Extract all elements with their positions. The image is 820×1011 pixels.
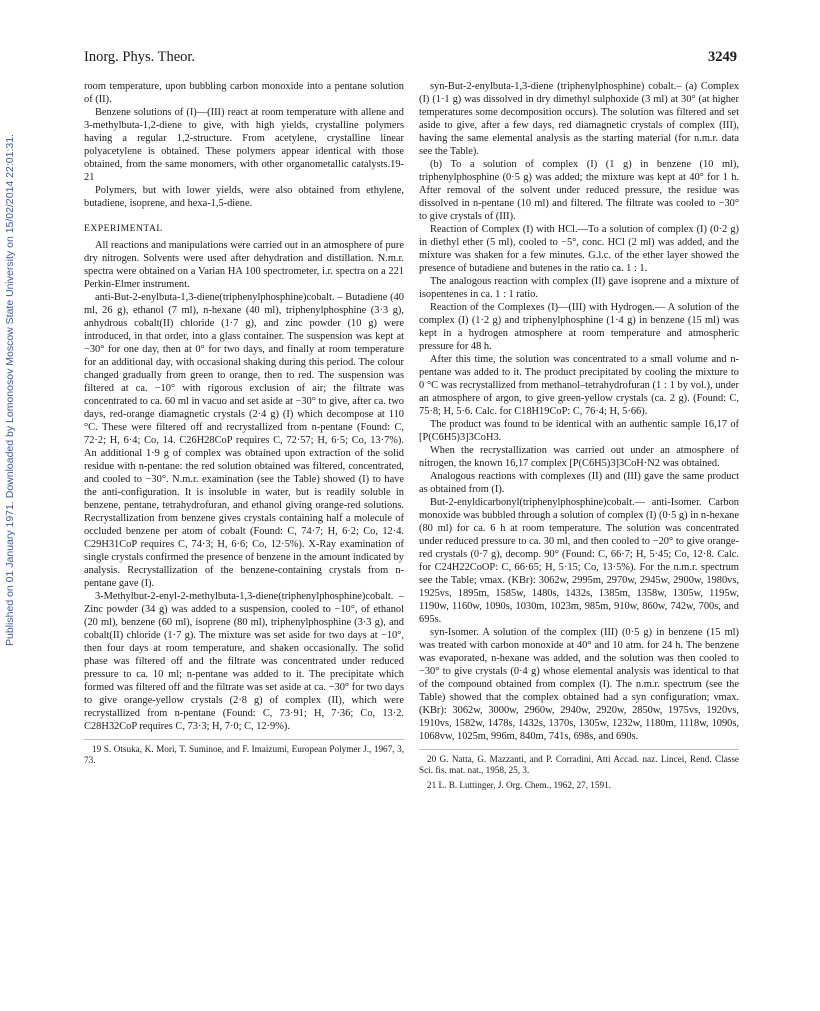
paragraph: Benzene solutions of (I)—(III) react at room temperature with allene and 3-methylbuta-1,2-diene to give, with high yields, crystalline polymers having a regular 1,2-structure. From acetylene, crystalline linear polyacetylene is obtained. These polymers appear identical with those obtained, from the same monomers, with other organometallic catalysts.19-21 (84, 107, 404, 183)
running-head-journal: Inorg. Phys. Theor. (84, 49, 196, 65)
footnote: 21 L. B. Luttinger, J. Org. Chem., 1962, 27, 1591. (427, 780, 611, 790)
section-heading: EXPERIMENTAL (84, 223, 163, 234)
paragraph: Reaction of the Complexes (I)—(III) with Hydrogen.— A solution of the complex (I) (1·2 g) and triphenylphosphine (1·4 g) in benzene (15 ml) was kept in a hydrogen atmosphere at room temperature and atmospheric pressure for 48 h. (419, 302, 739, 352)
paragraph: syn-But-2-enylbuta-1,3-diene (triphenylphosphine) cobalt.– (a) Complex (I) (1·1 g) was dissolved in dry dimethyl sulphoxide (3 ml) at 30° (at higher temperatures some decomposition occurs). The solution was filtered and set aside to give, after a few days, red diamagnetic crystals of complex (III), having the same elemental analysis as the starting material (for n.m.r. data see the Table). (419, 81, 739, 157)
paragraph: Analogous reactions with complexes (II) and (III) gave the same product as obtained from (I). (419, 471, 739, 495)
paragraph: The product was found to be identical with an authentic sample 16,17 of [P(C6H5)3]3CoH3. (419, 419, 739, 443)
paragraph: When the recrystallization was carried out under an atmosphere of nitrogen, the known 16,17 complex [P(C6H5)3]3CoH·N2 was obtained. (419, 445, 739, 469)
footnote-divider (84, 739, 404, 740)
left-column (84, 80, 404, 766)
footnote: 19 S. Otsuka, K. Mori, T. Suminoe, and F. Imaizumi, European Polymer J., 1967, 3, 73. (84, 744, 404, 765)
paragraph: But-2-enyldicarbonyl(triphenylphosphine)cobalt.— anti-Isomer. Carbon monoxide was bubbled through a solution of complex (I) (0·5 g) in n-hexane (80 ml) for ca. 6 h at room temperature. The solution was concentrated under reduced pressure to ca. 30 ml, and then cooled to −20° to give orange-red crystals (0·7 g), decomp. 90° (Found: C, 66·7; H, 5·45; Co, 12·8. Calc. for C24H22CoOP: C, 66·65; H, 5·15; Co, 13·5%). For the n.m.r. spectrum see the Table; νmax. (KBr): 3062w, 2995m, 2970w, 2945w, 2900w, 1980vs, 1925vs, 1895m, 1585w, 1480s, 1432s, 1385m, 1358w, 1305w, 1195w, 1190w, 1160w, 1090s, 1030m, 1023m, 985m, 910w, 860w, 742w, 700s, and 695s. (419, 497, 739, 625)
paragraph: syn-Isomer. A solution of the complex (III) (0·5 g) in benzene (15 ml) was treated with carbon monoxide at 40° and 10 atm. for 24 h. The benzene was evaporated, n-hexane was added, and the solution was then cooled to −30° to give crystals (0·4 g) whose elemental analysis was identical to that of the compound obtained from complex (I). The n.m.r. spectrum (see the Table) showed that the complex obtained had a syn configuration; νmax. (KBr): 3062w, 3000w, 2960w, 2940w, 2920w, 2850w, 1975vs, 1920vs, 1910vs, 1582w, 1478s, 1432s, 1370s, 1305w, 1232w, 1180m, 1118w, 1090s, 1068vw, 1025m, 996m, 840m, 741s, 698s, and 690s. (419, 627, 739, 742)
paragraph: Polymers, but with lower yields, were also obtained from ethylene, butadiene, isoprene, and hexa-1,5-diene. (84, 185, 404, 209)
paragraph: Reaction of Complex (I) with HCl.—To a solution of complex (I) (0·2 g) in diethyl ether (5 ml), cooled to −5°, conc. HCl (2 ml) was added, and the mixture was shaken for a few minutes. G.l.c. of the ether layer showed the presence of butadiene and butenes in the ratio ca. 1 : 1. (419, 224, 739, 274)
footnote: 20 G. Natta, G. Mazzanti, and P. Corradini, Atti Accad. naz. Lincei, Rend. Classe Sci. fis. mat. nat., 1958, 25, 3. (419, 754, 739, 775)
published-note[interactable]: Published on 01 January 1971. Downloaded by Lomonosov Moscow State University on 15/02/2014 22:01:31. (4, 134, 16, 646)
paragraph: 3-Methylbut-2-enyl-2-methylbuta-1,3-diene(triphenylphosphine)cobalt. –Zinc powder (34 g) was added to a suspension, cooled to −10°, of ethanol (20 ml), benzene (60 ml), isoprene (80 ml), triphenylphosphine (3·3 g), and cobalt(II) chloride (1·7 g). The mixture was set aside for two days at −10°, then four days at room temperature, and shaken occasionally. The solid phase was filtered off and the filtrate was concentrated under reduced pressure to ca. 10 ml; n-pentane was added to it. The precipitate which formed was filtered off and the filtrate was set aside at ca. −30° for two days to give orange-yellow crystals (2·8 g) of complex (II), which were recrystallized from n-pentane (Found: C, 73·91; H, 7·36; Co, 13·2. C28H32CoP requires C, 73·3; H, 7·0; C, 12·9%). (84, 591, 404, 732)
page-number: 3249 (708, 49, 737, 65)
paragraph: anti-But-2-enylbuta-1,3-diene(triphenylphosphine)cobalt. – Butadiene (40 ml, 26 g), ethanol (7 ml), n-hexane (40 ml), triphenylphosphine (3·3 g), anhydrous cobalt(II) chloride (1·7 g), and zinc powder (10 g) were introduced, in that order, into a glass container. The suspension was kept at −30° for one day, then at 0° for two days, and finally at room temperature for an additional day, with occasional shaking during this period. The colour changed gradually from green to orange, then to red. The suspension was filtered at ca. −10° with rigorous exclusion of air; the filtrate was concentrated to ca. 60 ml in vacuo and set aside at −30° to give, after ca. two days, red-orange diamagnetic crystals (2·4 g) (I) which decompose at 110 °C. These were filtered off and recrystallized from n-pentane (Found: C, 72·2; H, 6·4; Co, 14. C26H28CoP requires C, 72·57; H, 6·5; Co, 13·7%). An additional 1·9 g of complex was obtained upon extraction of the solid residue with n-pentane: the red solution obtained was filtered, concentrated, and cooled to −30°. N.m.r. examination (see the Table) showed (I) to have the anti-configuration. It is insoluble in water, but is readily soluble in benzene, pentane, tetrahydrofuran, and ethanol giving orange-red solutions. Recrystallization from benzene gives crystals containing half a molecule of occluded benzene per atom of cobalt (Found: C, 74·7; H, 6·2; Co, 12·4. C29H31CoP requires C, 74·3; H, 6·6; Co, 12·5%). X-Ray examination of single crystals confirmed the presence of benzene in the amount indicated by analysis. Recrystallization of the benzene-containing crystals from n-pentane gave (I). (84, 292, 404, 589)
paragraph: room temperature, upon bubbling carbon monoxide into a pentane solution of (II). (84, 81, 404, 105)
paragraph: The analogous reaction with complex (II) gave isoprene and a mixture of isopentenes in ca. 1 : 1 ratio. (419, 276, 739, 300)
publication-sidebar (2, 134, 18, 646)
paragraph: After this time, the solution was concentrated to a small volume and n-pentane was added to it. The product precipitated by cooling the mixture to 0 °C was recrystallized from methanol–tetrahydrofuran (1 : 1 by vol.), under an atmosphere of argon, to give green-yellow crystals (ca. 2 g). (Found: C, 75·8; H, 5·6. Calc. for C18H19CoP: C, 76·4; H, 5·66). (419, 354, 739, 417)
paragraph: (b) To a solution of complex (I) (1 g) in benzene (10 ml), triphenylphosphine (0·5 g) was added; the mixture was kept at 40° for 1 h. After removal of the solvent under reduced pressure, the residue was dissolved in n-pentane (10 ml) and filtered. The filtrate was cooled to −30° to give crystals of (III). (419, 159, 739, 222)
footnote-divider (419, 749, 739, 750)
paragraph: All reactions and manipulations were carried out in an atmosphere of pure dry nitrogen. Solvents were used after dehydration and distillation. N.m.r. spectra were obtained on a Varian HA 100 spectrometer, i.r. spectra on a 221 Perkin-Elmer instrument. (84, 240, 404, 290)
right-column (419, 80, 739, 791)
